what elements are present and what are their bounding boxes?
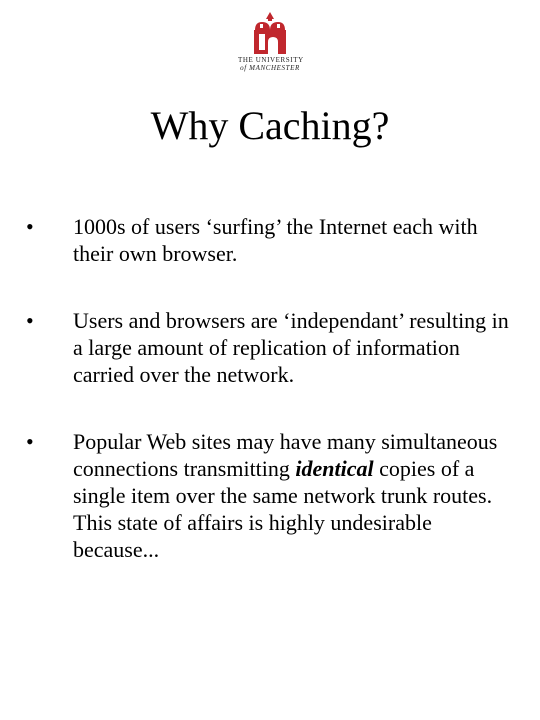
logo-text-line-1: THE UNIVERSITY	[238, 56, 304, 64]
slide-title: Why Caching?	[150, 103, 390, 148]
bullet-marker: •	[26, 214, 34, 239]
bullet-text-1: 1000s of users ‘surfing’ the Internet each with their own browser.	[73, 214, 478, 266]
bullet-text-2: Users and browsers are ‘independant’ resulting in a large amount of replication of information carried over the network.	[73, 308, 509, 387]
bullet-text-3-after: copies of a single item over the same network trunk routes. This state of affairs is highly undesirable because...	[73, 456, 493, 562]
bullet-item-2	[26, 307, 516, 388]
bullet-text-3-before: Popular Web sites may have many simultaneous connections transmitting	[73, 429, 498, 481]
bullet-text-3-emphasis: identical	[295, 456, 374, 481]
university-crest-icon	[250, 10, 290, 56]
bullet-item-1	[26, 213, 516, 267]
bullet-marker: •	[26, 429, 34, 454]
logo-text-line-2: of MANCHESTER	[240, 64, 300, 72]
bullet-item-3	[26, 428, 516, 563]
bullet-marker: •	[26, 308, 34, 333]
university-logo	[238, 10, 302, 82]
bullet-list	[26, 213, 516, 603]
